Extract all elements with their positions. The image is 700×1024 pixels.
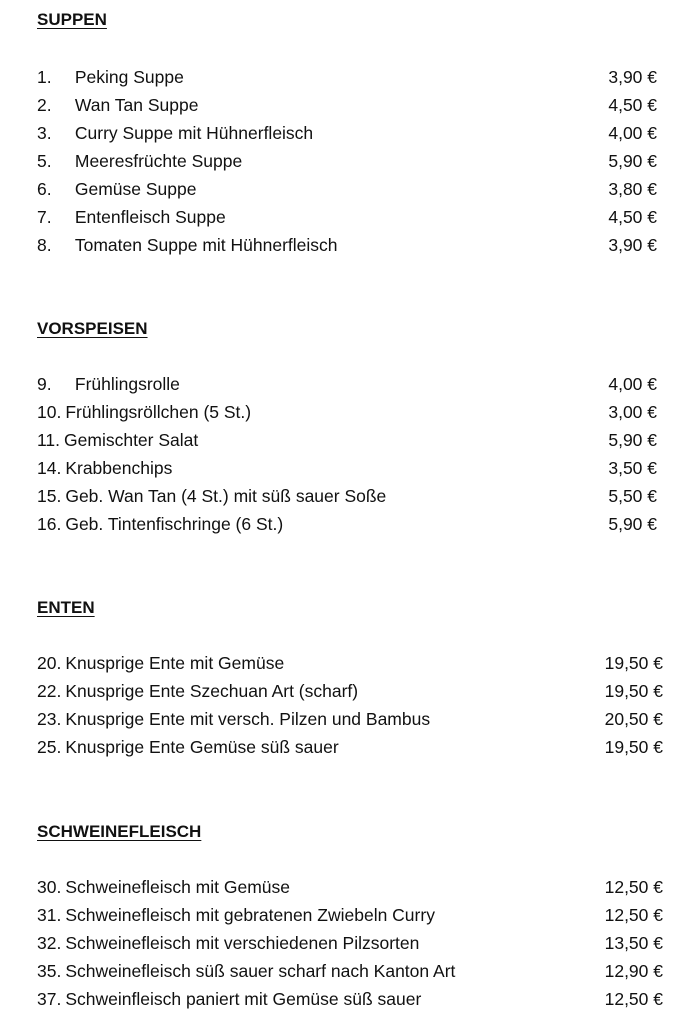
item-price: 4,50 € [608, 207, 657, 227]
item-name: Peking Suppe [74, 67, 184, 87]
item-number: 9. [37, 374, 52, 394]
item-name: Schweinefleisch mit gebratenen Zwiebeln Curry [65, 905, 435, 925]
item-number: 10. [37, 402, 62, 422]
section-heading: VORSPEISEN [37, 319, 148, 338]
item-number: 30. [37, 877, 62, 897]
list-item [37, 398, 677, 426]
list-item [37, 91, 677, 119]
list-item [37, 733, 677, 761]
list-item [37, 119, 677, 147]
item-number: 15. [37, 486, 62, 506]
item-name: Knusprige Ente mit Gemüse [65, 653, 285, 673]
item-number: 20. [37, 653, 62, 673]
list-item [37, 873, 677, 901]
section-suppen [37, 9, 677, 31]
item-name: Schweinfleisch paniert mit Gemüse süß sauer [65, 989, 422, 1009]
item-number: 2. [37, 95, 52, 115]
item-price: 12,90 € [604, 961, 663, 981]
item-name: Geb. Wan Tan (4 St.) mit süß sauer Soße [65, 486, 387, 506]
item-price: 4,50 € [608, 95, 657, 115]
item-number: 25. [37, 737, 62, 757]
list-item [37, 370, 677, 398]
item-number: 16. [37, 514, 62, 534]
item-name: Schweinefleisch süß sauer scharf nach Kanton Art [65, 961, 456, 981]
item-price: 5,90 € [608, 430, 657, 450]
list-item [37, 426, 677, 454]
list-item [37, 677, 677, 705]
item-name: Knusprige Ente Gemüse süß sauer [65, 737, 339, 757]
list-item [37, 203, 677, 231]
item-name: Wan Tan Suppe [74, 95, 199, 115]
item-name: Knusprige Ente mit versch. Pilzen und Bambus [65, 709, 431, 729]
list-item [37, 985, 677, 1013]
item-number: 31. [37, 905, 62, 925]
list-item [37, 63, 677, 91]
item-price: 3,50 € [608, 458, 657, 478]
item-name: Frühlingsröllchen (5 St.) [65, 402, 252, 422]
item-price: 3,80 € [608, 179, 657, 199]
item-name: Gemischter Salat [64, 430, 199, 450]
item-name: Curry Suppe mit Hühnerfleisch [74, 123, 314, 143]
suppen-list [37, 63, 677, 259]
item-price: 13,50 € [604, 933, 663, 953]
section-heading: SCHWEINEFLEISCH [37, 822, 202, 841]
item-name: Frühlingsrolle [74, 374, 180, 394]
item-number: 1. [37, 67, 52, 87]
list-item [37, 510, 677, 538]
item-name: Entenfleisch Suppe [74, 207, 226, 227]
list-item [37, 231, 677, 259]
section-schweinefleisch [37, 821, 677, 843]
item-price: 20,50 € [604, 709, 663, 729]
list-item [37, 482, 677, 510]
item-number: 5. [37, 151, 52, 171]
item-name: Knusprige Ente Szechuan Art (scharf) [65, 681, 359, 701]
item-price: 12,50 € [604, 905, 663, 925]
item-number: 7. [37, 207, 52, 227]
list-item [37, 705, 677, 733]
item-name: Geb. Tintenfischringe (6 St.) [65, 514, 284, 534]
item-price: 12,50 € [604, 989, 663, 1009]
item-price: 12,50 € [604, 877, 663, 897]
item-price: 5,90 € [608, 514, 657, 534]
list-item [37, 901, 677, 929]
schweinefleisch-list [37, 873, 677, 1013]
item-number: 32. [37, 933, 62, 953]
item-name: Schweinefleisch mit verschiedenen Pilzsorten [65, 933, 420, 953]
vorspeisen-list [37, 370, 677, 538]
section-vorspeisen [37, 318, 677, 340]
section-heading: ENTEN [37, 598, 95, 617]
item-price: 3,00 € [608, 402, 657, 422]
item-number: 23. [37, 709, 62, 729]
list-item [37, 147, 677, 175]
item-name: Gemüse Suppe [74, 179, 197, 199]
item-number: 8. [37, 235, 52, 255]
item-price: 4,00 € [608, 123, 657, 143]
list-item [37, 957, 677, 985]
item-number: 11. [37, 430, 61, 450]
item-number: 14. [37, 458, 62, 478]
section-heading: SUPPEN [37, 10, 107, 29]
item-number: 35. [37, 961, 62, 981]
item-price: 3,90 € [608, 67, 657, 87]
enten-list [37, 649, 677, 761]
item-name: Schweinefleisch mit Gemüse [65, 877, 290, 897]
item-price: 19,50 € [604, 681, 663, 701]
item-number: 37. [37, 989, 62, 1009]
item-price: 19,50 € [604, 653, 663, 673]
item-price: 5,90 € [608, 151, 657, 171]
item-name: Krabbenchips [65, 458, 173, 478]
list-item [37, 454, 677, 482]
item-name: Meeresfrüchte Suppe [74, 151, 243, 171]
item-price: 3,90 € [608, 235, 657, 255]
item-price: 19,50 € [604, 737, 663, 757]
section-enten [37, 597, 677, 619]
list-item [37, 929, 677, 957]
item-number: 3. [37, 123, 52, 143]
item-number: 22. [37, 681, 62, 701]
list-item [37, 175, 677, 203]
item-name: Tomaten Suppe mit Hühnerfleisch [74, 235, 338, 255]
item-number: 6. [37, 179, 52, 199]
list-item [37, 649, 677, 677]
item-price: 5,50 € [608, 486, 657, 506]
item-price: 4,00 € [608, 374, 657, 394]
